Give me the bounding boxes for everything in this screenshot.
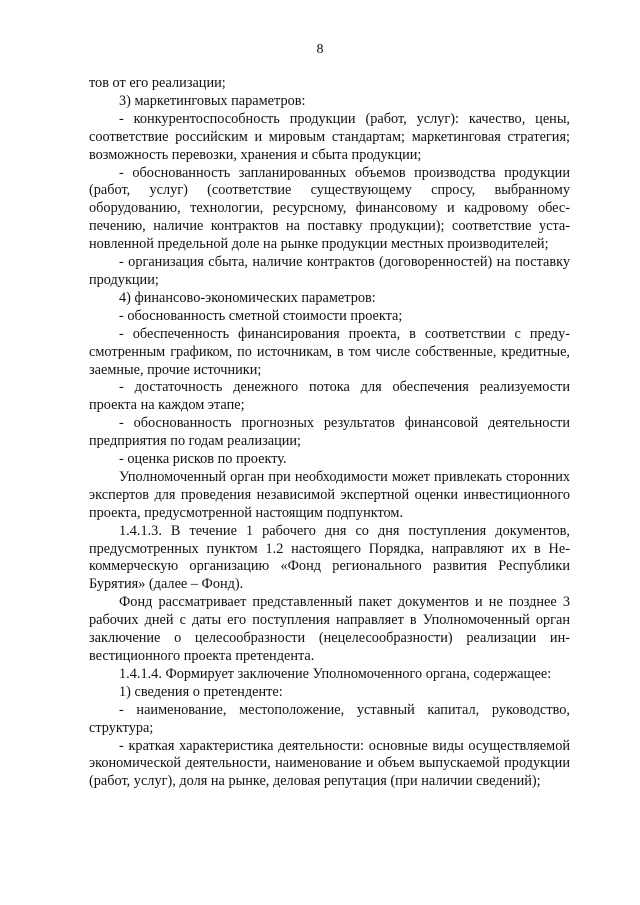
body-text [89,75,570,791]
paragraph: Фонд рассматривает представленный пакет документов и не позднее 3 рабочих дней с даты его поступления направляет в Уполномоченный орган заключение о целесообразности (нецелесообразности) реализации инвестиционного проекта претендента. [89,594,570,664]
paragraph: 3) маркетинговых параметров: [119,92,306,109]
page-number: 8 [316,42,324,57]
paragraph: Уполномоченный орган при необходимости может привлекать сторонних экспертов для проведения независимой экспертной оценки инвестиционного проекта, предусмотренной настоящим подпунктом. [89,468,570,521]
paragraph: - конкурентоспособность продукции (работ, услуг): качество, цены, соответствие российским и мировым стандартам; маркетинговая стратегия; возможность перевозки, хранения и сбыта продукции; [89,110,570,163]
paragraph: - наименование, местоположение, уставный капитал, руководство, структура; [89,701,570,736]
paragraph: - обоснованность сметной стоимости проекта; [119,307,403,324]
paragraph: - обоснованность запланированных объемов производства продукции (работ, услуг) (соответствие существующему спросу, выбранному оборудованию, технологии, ресурсному, финансовому и кадровому обеспечению, наличие контрактов на поставку продукции); соответствие установленной предельной доле на рынке продукции местных производителей; [89,164,570,253]
paragraph: - оценка рисков по проекту. [119,451,287,468]
paragraph: - краткая характеристика деятельности: основные виды осуществляемой экономической деятельности, наименование и объем выпускаемой продукции (работ, услуг), доля на рынке, деловая репутация (при наличии сведений); [89,737,570,790]
paragraph: 1.4.1.4. Формирует заключение Уполномоченного органа, содержащее: [119,665,552,682]
paragraph: 4) финансово-экономических параметров: [119,289,376,306]
paragraph: тов от его реализации; [89,75,226,91]
paragraph: 1) сведения о претенденте: [119,683,283,700]
paragraph: - организация сбыта, наличие контрактов (договоренностей) на поставку продукции; [89,254,570,288]
paragraph: - достаточность денежного потока для обеспечения реализуемости проекта на каждом этапе; [89,379,570,414]
paragraph: 1.4.1.3. В течение 1 рабочего дня со дня поступления документов, предусмотренных пунктом 1.2 настоящего Порядка, направляют их в Некоммерческую организацию «Фонд регионального развития Республики Бурятия» (далее – Фонд). [89,522,570,593]
paragraph: - обоснованность прогнозных результатов финансовой деятельности предприятия по годам реализации; [89,415,570,450]
paragraph: - обеспеченность финансирования проекта, в соответствии с предусмотренным графиком, по источникам, в том числе собственные, кредитные, заемные, прочие источники; [89,325,570,378]
